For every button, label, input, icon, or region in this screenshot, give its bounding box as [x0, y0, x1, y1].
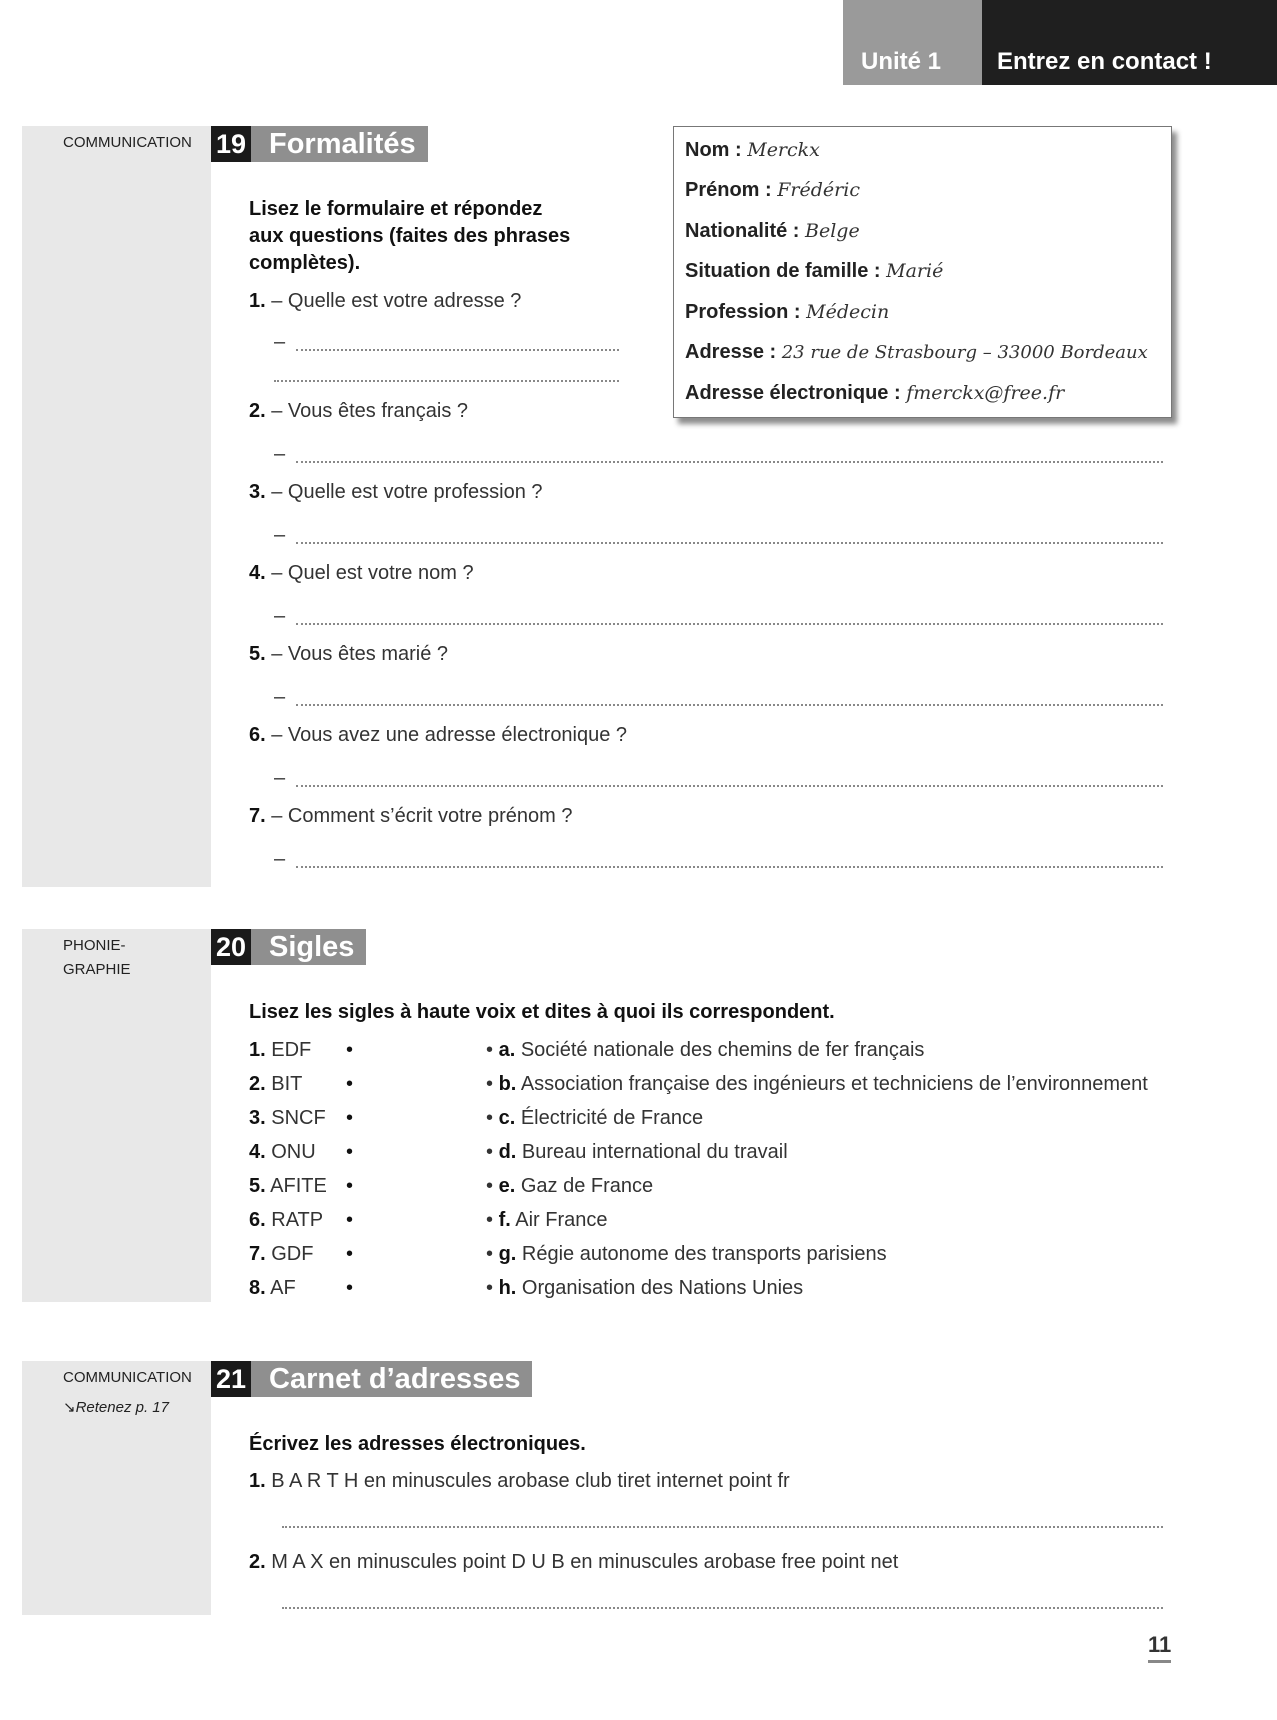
- item-number: 3.: [249, 1107, 266, 1129]
- question-1: [249, 290, 521, 313]
- answer-line-21-2[interactable]: [282, 1607, 1163, 1609]
- address-item-1: [249, 1470, 790, 1493]
- form-row-email: [685, 382, 1064, 405]
- form-row-adresse: [685, 341, 1148, 364]
- meaning-text: Électricité de France: [520, 1107, 704, 1129]
- question-5: [249, 643, 448, 666]
- match-dot-left[interactable]: •: [346, 1141, 354, 1163]
- item-number: 1.: [249, 1470, 266, 1492]
- item-letter: e.: [498, 1175, 516, 1197]
- sigle-item: [249, 1073, 302, 1096]
- sigle-text: SNCF: [271, 1107, 326, 1129]
- answer-line-1a[interactable]: [296, 349, 619, 351]
- answer-dash: –: [274, 524, 286, 546]
- match-dot-right[interactable]: •: [486, 1277, 494, 1299]
- meaning-item: [486, 1277, 803, 1300]
- answer-line-6[interactable]: [296, 785, 1163, 787]
- meaning-text: Association française des ingénieurs et techniciens de l’environnement: [520, 1073, 1148, 1095]
- answer-line-4[interactable]: [296, 623, 1163, 625]
- form-row-profession: [685, 301, 889, 324]
- form-value: Merckx: [747, 139, 820, 161]
- section-title: Carnet d’adresses: [251, 1361, 532, 1397]
- section-header-20: [211, 929, 366, 965]
- unit-title: Entrez en contact !: [982, 0, 1277, 85]
- answer-dash: –: [274, 605, 286, 627]
- form-row-prenom: [685, 179, 860, 202]
- form-label: Profession :: [685, 301, 801, 323]
- form-row-nom: [685, 139, 820, 162]
- side-panel-20: [22, 929, 211, 1302]
- instruction-line: Lisez le formulaire et répondez: [249, 198, 543, 220]
- answer-line-21-1[interactable]: [282, 1526, 1163, 1528]
- match-dot-left[interactable]: •: [346, 1277, 354, 1299]
- identity-form-card: [673, 126, 1172, 418]
- section-title: Sigles: [251, 929, 366, 965]
- question-7: [249, 805, 572, 828]
- form-value: fmerckx@free.fr: [906, 382, 1065, 404]
- meaning-text: Air France: [515, 1209, 608, 1231]
- meaning-item: [486, 1243, 887, 1266]
- meaning-text: Régie autonome des transports parisiens: [521, 1243, 887, 1265]
- answer-dash: –: [274, 848, 286, 870]
- form-row-nationalite: [685, 220, 860, 243]
- unit-tab: Unité 1: [843, 0, 982, 85]
- match-dot-right[interactable]: •: [486, 1073, 494, 1095]
- item-number: 4.: [249, 1141, 266, 1163]
- answer-line-2[interactable]: [296, 461, 1163, 463]
- meaning-text: Bureau international du travail: [521, 1141, 788, 1163]
- question-text: – Quel est votre nom ?: [271, 562, 474, 584]
- match-dot-left[interactable]: •: [346, 1243, 354, 1265]
- meaning-item: [486, 1107, 703, 1130]
- item-number: 1.: [249, 1039, 266, 1061]
- question-text: – Quelle est votre adresse ?: [271, 290, 522, 312]
- sigle-text: EDF: [271, 1039, 312, 1061]
- sigle-text: AFITE: [270, 1175, 327, 1197]
- question-text: – Vous êtes français ?: [271, 400, 469, 422]
- match-dot-left[interactable]: •: [346, 1209, 354, 1231]
- item-letter: d.: [498, 1141, 517, 1163]
- match-dot-right[interactable]: •: [486, 1039, 494, 1061]
- form-value: Médecin: [806, 301, 890, 323]
- side-panel-19: [22, 126, 211, 887]
- match-dot-left[interactable]: •: [346, 1073, 354, 1095]
- answer-line-7[interactable]: [296, 866, 1163, 868]
- item-number: 7.: [249, 1243, 266, 1265]
- item-number: 5.: [249, 1175, 266, 1197]
- answer-line-5[interactable]: [296, 704, 1163, 706]
- reference-text: Retenez p. 17: [75, 1399, 169, 1416]
- answer-dash: –: [274, 767, 286, 789]
- instruction-line: complètes).: [249, 252, 361, 274]
- question-number: 6.: [249, 724, 266, 746]
- item-letter: b.: [498, 1073, 517, 1095]
- sigle-text: RATP: [271, 1209, 324, 1231]
- page-number: 11: [1148, 1632, 1171, 1663]
- arrow-icon: ↘: [63, 1399, 76, 1416]
- sigle-text: AF: [270, 1277, 296, 1299]
- match-dot-left[interactable]: •: [346, 1039, 354, 1061]
- question-number: 2.: [249, 400, 266, 422]
- reference-link[interactable]: [63, 1398, 169, 1416]
- sigle-item: [249, 1175, 327, 1198]
- sigle-text: GDF: [271, 1243, 314, 1265]
- form-value: Frédéric: [777, 179, 860, 201]
- question-text: – Comment s’écrit votre prénom ?: [271, 805, 573, 827]
- form-value: Belge: [805, 220, 860, 242]
- match-dot-right[interactable]: •: [486, 1209, 494, 1231]
- meaning-item: [486, 1039, 924, 1062]
- form-label: Situation de famille :: [685, 260, 881, 282]
- item-letter: c.: [498, 1107, 516, 1129]
- question-4: [249, 562, 474, 585]
- meaning-item: [486, 1073, 1148, 1096]
- answer-dash: –: [274, 331, 286, 353]
- sigle-item: [249, 1277, 296, 1300]
- instruction-19: [249, 196, 570, 277]
- item-number: 8.: [249, 1277, 266, 1299]
- item-number: 2.: [249, 1073, 266, 1095]
- item-letter: a.: [498, 1039, 516, 1061]
- form-label: Nom :: [685, 139, 742, 161]
- question-number: 4.: [249, 562, 266, 584]
- sigle-text: ONU: [271, 1141, 316, 1163]
- answer-line-3[interactable]: [296, 542, 1163, 544]
- question-3: [249, 481, 543, 504]
- match-dot-right[interactable]: •: [486, 1175, 494, 1197]
- sigle-item: [249, 1039, 311, 1062]
- item-number: 6.: [249, 1209, 266, 1231]
- meaning-item: [486, 1175, 653, 1198]
- section-number: 19: [211, 126, 251, 162]
- category-line: PHONIE-: [63, 937, 126, 954]
- question-number: 7.: [249, 805, 266, 827]
- sigle-item: [249, 1107, 326, 1130]
- question-text: – Quelle est votre profession ?: [271, 481, 543, 503]
- answer-line-1b[interactable]: [274, 380, 619, 382]
- question-number: 1.: [249, 290, 266, 312]
- item-number: 2.: [249, 1551, 266, 1573]
- form-value: 23 rue de Strasbourg – 33000 Bordeaux: [781, 342, 1148, 363]
- instruction-20: Lisez les sigles à haute voix et dites à quoi ils correspondent.: [249, 1001, 835, 1023]
- item-text: M A X en minuscules point D U B en minuscules arobase free point net: [271, 1551, 899, 1573]
- category-line: GRAPHIE: [63, 961, 131, 978]
- question-text: – Vous avez une adresse électronique ?: [271, 724, 628, 746]
- question-2: [249, 400, 468, 423]
- instruction-line: aux questions (faites des phrases: [249, 225, 571, 247]
- match-dot-left[interactable]: •: [346, 1107, 354, 1129]
- address-item-2: [249, 1551, 898, 1574]
- form-row-situation: [685, 260, 943, 283]
- meaning-text: Organisation des Nations Unies: [521, 1277, 804, 1299]
- meaning-text: Gaz de France: [520, 1175, 654, 1197]
- sigle-text: BIT: [271, 1073, 303, 1095]
- match-dot-right[interactable]: •: [486, 1141, 494, 1163]
- question-6: [249, 724, 627, 747]
- form-value: Marié: [886, 260, 944, 282]
- meaning-item: [486, 1209, 608, 1232]
- item-letter: f.: [498, 1209, 511, 1231]
- meaning-text: Société nationale des chemins de fer français: [520, 1039, 925, 1061]
- instruction-21: Écrivez les adresses électroniques.: [249, 1433, 586, 1455]
- match-dot-right[interactable]: •: [486, 1243, 494, 1265]
- question-text: – Vous êtes marié ?: [271, 643, 449, 665]
- category-label-19: COMMUNICATION: [63, 134, 192, 151]
- form-label: Prénom :: [685, 179, 772, 201]
- section-header-19: [211, 126, 428, 162]
- answer-dash: –: [274, 443, 286, 465]
- section-number: 21: [211, 1361, 251, 1397]
- category-label-20: [63, 934, 131, 982]
- question-number: 3.: [249, 481, 266, 503]
- item-letter: h.: [498, 1277, 517, 1299]
- form-label: Adresse électronique :: [685, 382, 901, 404]
- answer-dash: –: [274, 686, 286, 708]
- item-letter: g.: [498, 1243, 517, 1265]
- sigle-item: [249, 1243, 313, 1266]
- match-dot-right[interactable]: •: [486, 1107, 494, 1129]
- sigle-item: [249, 1141, 316, 1164]
- section-number: 20: [211, 929, 251, 965]
- meaning-item: [486, 1141, 788, 1164]
- sigle-item: [249, 1209, 323, 1232]
- question-number: 5.: [249, 643, 266, 665]
- section-title: Formalités: [251, 126, 428, 162]
- match-dot-left[interactable]: •: [346, 1175, 354, 1197]
- category-label-21: COMMUNICATION: [63, 1369, 192, 1386]
- item-text: B A R T H en minuscules arobase club tiret internet point fr: [271, 1470, 790, 1492]
- form-label: Adresse :: [685, 341, 777, 363]
- section-header-21: [211, 1361, 532, 1397]
- form-label: Nationalité :: [685, 220, 800, 242]
